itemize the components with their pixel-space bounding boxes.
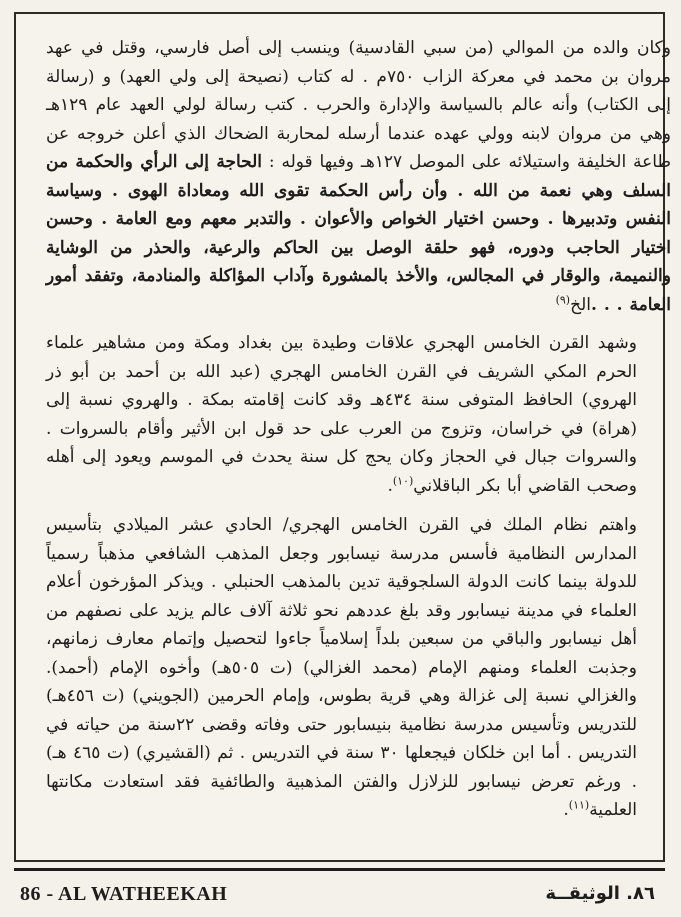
paragraph-3 bbox=[46, 511, 671, 825]
page-number-english: 86 - AL WATHEEKAH bbox=[20, 883, 228, 905]
paragraph-2-text: وشهد القرن الخامس الهجري علاقات وطيدة بين بغداد ومكة ومن مشاهير علماء الحرم المكي الشريف في القرن الخامس الهجري (عبد الله بن أحمد بن أبو ذر الهروي) الحافظ المتوفى سنة ٤٣٤هـ وقد كانت إقامته بمكة . والهروي نسبة إلى (هراة) في خراسان، وتزوج من العرب على حد قول ابن الأثير وأقام بالسروات . والسروات جبال في الحجاز وكان يحج كل سنة يحدث في الموسم ويعود إلى أهله وصحب القاضي أبا بكر الباقلاني bbox=[46, 333, 637, 496]
paragraph-1 bbox=[46, 34, 671, 319]
paragraph-3-end: . bbox=[563, 800, 569, 820]
page-footer bbox=[14, 868, 665, 911]
page-number-arabic: ٨٦. الوثيقــة bbox=[545, 883, 655, 904]
paragraph-1-intro: وكان والده من الموالي (من سبي القادسية) وينسب إلى أصل فارسي، وقتل في عهد مروان بن محمد في معركة الزاب ٧٥٠م . له كتاب (نصيحة إلى ولي العهد) و (رسالة إلى الكتاب) وأنه عالم بالسياسة والإدارة والحرب . كتب رسالة لولي العهد عام ١٢٩هـ وهي من مروان لابنه وولي عهده عندما أرسله لمحاربة الضحاك الذي أعلن خروجه عن طاعة الخليفة واستيلائه على الموصل ١٢٧هـ وفيها قوله : bbox=[46, 38, 672, 172]
footnote-ref-10: (١٠) bbox=[392, 473, 414, 487]
footnote-ref-11: (١١) bbox=[568, 798, 590, 812]
footnote-ref-9: (٩) bbox=[555, 292, 571, 306]
paragraph-1-etc: الخ bbox=[570, 294, 591, 315]
page-frame bbox=[14, 12, 672, 862]
article-body bbox=[46, 34, 671, 825]
paragraph-2-end: . bbox=[387, 475, 393, 496]
paragraph-3-text: واهتم نظام الملك في القرن الخامس الهجري/ الحادي عشر الميلادي بتأسيس المدارس النظامية فأسس مدرسة نيسابور وجعل المذهب الشافعي مذهباً رسمياً للدولة بينما كانت الدولة السلجوقية تدين بالمذهب الحنبلي . ويذكر المؤرخون أعلام العلماء في مدينة نيسابور وقد بلغ عددهم نحو ثلاثة آلاف عالم يزيد على نصفهم من أهل نيسابور والباقي من سبعين بلداً إسلامياً جاءوا لتحصيل وإتمام معارف زمانهم، وجذبت العلماء ومنهم الإمام (محمد الغزالي) (ت ٥٠٥هـ) وأخوه الإمام (أحمد). والغزالي نسبة إلى غزالة وهي قرية بطوس، وإمام الحرمين (الجويني) (ت ٤٥٦هـ) للتدريس وتأسيس مدرسة نظامية بنيسابور حتى وفاته وقضى ٢٢سنة من حياته في التدريس . أما ابن خلكان فيجعلها ٣٠ سنة في التدريس . ثم (القشيري) (ت ٤٦٥ هـ) . ورغم تعرض نيسابور للزلازل والفتن المذهبية والطائفية فقد استعادت مكانتها العلمية bbox=[46, 515, 637, 820]
paragraph-1-quote: الحاجة إلى الرأي والحكمة من السلف وهي نعمة من الله . وأن رأس الحكمة تقوى الله ومعاداة الهوى . وسياسة النفس وتدبيرها . وحسن اختيار الخواص والأعوان . والتدبر معهم ومع العامة . وحسن اختيار الحاجب ودوره، فهو حلقة الوصل بين الحاكم والرعية، والحذر من الوشاية والنميمة، والوقار في المجالس، والأخذ بالمشورة وآداب المؤاكلة والمنادمة، وتفقد أمور العامة . . . bbox=[46, 152, 671, 315]
paragraph-2 bbox=[46, 329, 671, 500]
